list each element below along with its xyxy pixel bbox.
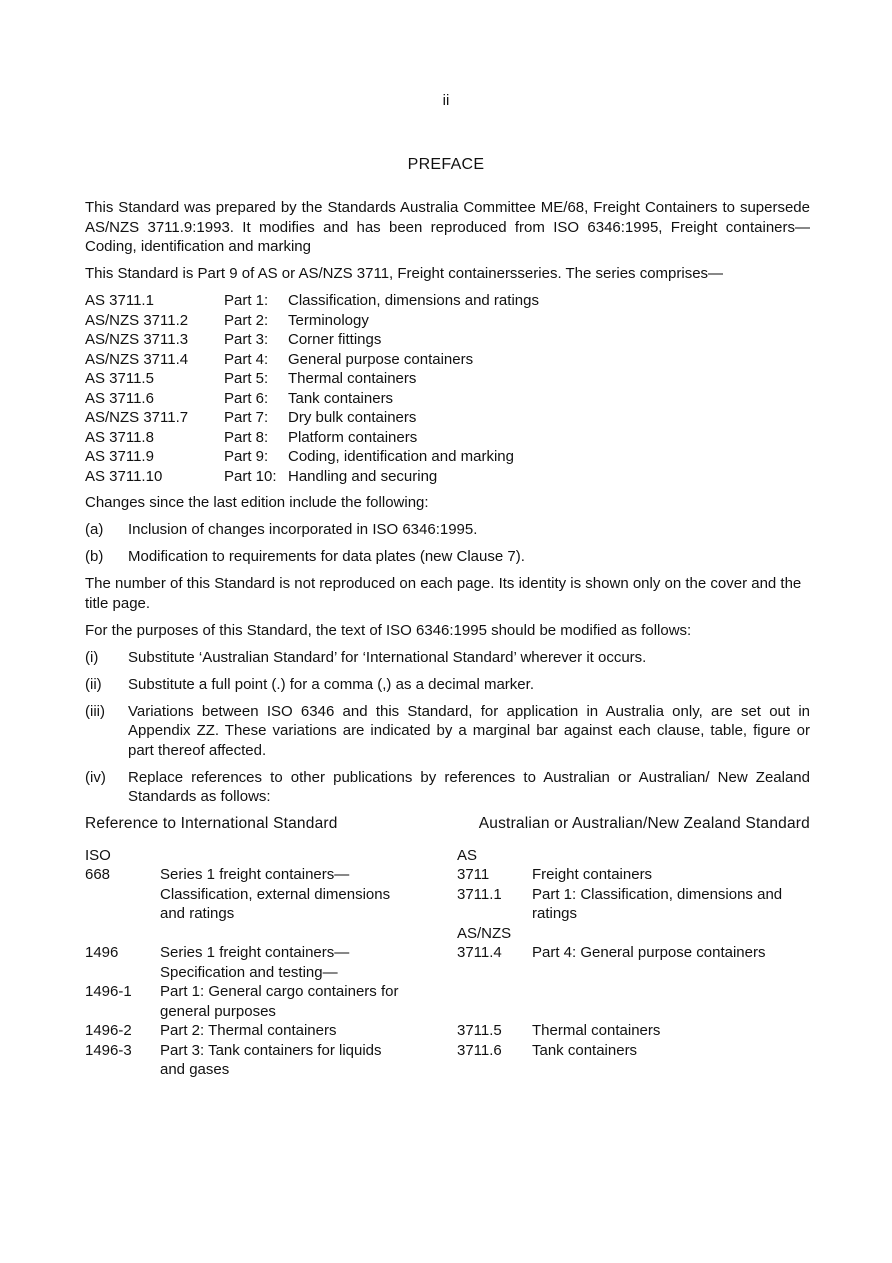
standard-description: Series 1 freight containers—	[160, 866, 350, 883]
reference-left-column	[85, 846, 457, 1080]
list-item	[85, 520, 810, 540]
standard-code	[85, 904, 160, 924]
series-title: Terminology	[288, 311, 369, 329]
standard-description: Specification and testing—	[160, 963, 338, 981]
series-row	[85, 291, 539, 311]
series-intro-paragraph: This Standard is Part 9 of AS or AS/NZS 3711, Freight containersseries. The series comprises—	[85, 265, 724, 282]
table-row	[457, 865, 810, 885]
list-item-label: (ii)	[85, 675, 102, 693]
reference-left-heading: Reference to International Standard	[85, 815, 338, 832]
table-row	[457, 1002, 810, 1022]
table-row	[85, 943, 457, 963]
standard-description: and gases	[160, 1061, 230, 1078]
standard-description: Thermal containers	[532, 1022, 661, 1039]
standard-code: 3711.1	[457, 885, 502, 903]
standard-code: 668	[85, 866, 111, 883]
table-row	[85, 904, 457, 924]
list-item	[85, 675, 810, 695]
series-row	[85, 389, 539, 409]
page-number: ii	[442, 92, 450, 109]
list-item	[85, 648, 810, 668]
series-part: Part 9:	[224, 448, 269, 465]
series-row	[85, 467, 539, 487]
list-item-text: Substitute ‘Australian Standard’ for ‘International Standard’ wherever it occurs.	[128, 648, 647, 666]
series-part: Part 8:	[224, 428, 269, 446]
standard-description: Freight containers	[532, 866, 653, 883]
list-item	[85, 768, 810, 807]
table-row	[457, 1041, 810, 1061]
list-item-label: (iii)	[85, 702, 105, 720]
series-standard: AS 3711.6	[85, 389, 154, 407]
series-title: Thermal containers	[288, 370, 417, 387]
standard-description: Part 1: Classification, dimensions and	[532, 885, 783, 903]
standard-description	[160, 846, 457, 866]
standard-description	[160, 924, 457, 944]
series-standard: AS/NZS 3711.4	[85, 350, 189, 368]
series-part: Part 7:	[224, 409, 269, 426]
table-row	[457, 963, 810, 983]
standard-description: Tank containers	[532, 1041, 638, 1059]
standard-code: AS/NZS	[457, 924, 512, 942]
standard-code	[85, 924, 160, 944]
list-item	[85, 702, 810, 761]
table-row	[457, 846, 810, 866]
series-standard: AS 3711.9	[85, 448, 154, 465]
standard-description	[532, 1060, 810, 1080]
table-row	[457, 1060, 810, 1080]
table-row	[85, 924, 457, 944]
reference-right-heading: Australian or Australian/New Zealand Standard	[478, 815, 810, 832]
series-row	[85, 330, 539, 350]
reference-table	[85, 846, 810, 1080]
series-row	[85, 350, 539, 370]
standard-code	[457, 904, 532, 924]
standard-description: and ratings	[160, 905, 235, 922]
series-standard: AS/NZS 3711.2	[85, 311, 189, 329]
table-row	[85, 846, 457, 866]
series-row	[85, 369, 539, 389]
standard-code: 1496-3	[85, 1041, 132, 1059]
standard-description	[532, 1002, 810, 1022]
table-row	[85, 885, 457, 905]
standard-code: AS	[457, 846, 478, 864]
standard-description: Part 3: Tank containers for liquids	[160, 1041, 382, 1059]
list-item	[85, 547, 810, 567]
series-title: Tank containers	[288, 389, 394, 407]
standard-code: 3711	[457, 866, 490, 883]
standard-description: Part 4: General purpose containers	[532, 944, 766, 961]
list-item-text: Replace references to other publications by references to Australian or Australian/ New Zealand Standards as follows:	[128, 768, 810, 805]
list-item-text: Substitute a full point (.) for a comma (,) as a decimal marker.	[128, 675, 534, 693]
series-standard: AS 3711.10	[85, 467, 163, 485]
list-item-label: (b)	[85, 548, 104, 565]
series-row	[85, 447, 539, 467]
table-row	[457, 924, 810, 944]
standard-description: Part 1: General cargo containers for	[160, 983, 399, 1000]
standard-code	[457, 1060, 532, 1080]
series-row	[85, 311, 539, 331]
series-row	[85, 428, 539, 448]
modifications-intro: For the purposes of this Standard, the text of ISO 6346:1995 should be modified as follows:	[85, 621, 692, 639]
list-item-text: Modification to requirements for data plates (new Clause 7).	[128, 548, 525, 565]
series-part: Part 2:	[224, 311, 269, 329]
series-standard: AS 3711.8	[85, 428, 154, 446]
standard-code: 3711.4	[457, 944, 502, 961]
series-title: Handling and securing	[288, 467, 438, 485]
changes-list	[85, 520, 810, 567]
table-row	[85, 1002, 457, 1022]
standard-code	[85, 1002, 160, 1022]
standard-description	[532, 924, 810, 944]
series-standard: AS 3711.1	[85, 292, 154, 309]
identity-note: The number of this Standard is not reproduced on each page. Its identity is shown only on the cover and the title page.	[85, 575, 802, 612]
standard-description: ratings	[532, 905, 578, 922]
series-title: Dry bulk containers	[288, 409, 417, 426]
table-row	[457, 1021, 810, 1041]
table-row	[457, 904, 810, 924]
list-item-label: (iv)	[85, 768, 106, 786]
preface-body	[85, 198, 810, 1080]
standard-description	[532, 846, 810, 866]
standard-description: Series 1 freight containers—	[160, 944, 350, 961]
modifications-list	[85, 648, 810, 807]
standard-code: 1496-2	[85, 1022, 132, 1039]
table-row	[457, 885, 810, 905]
series-table	[85, 291, 539, 486]
standard-code: 1496	[85, 944, 119, 961]
list-item-label: (i)	[85, 648, 99, 666]
table-row	[457, 982, 810, 1002]
series-title: Corner fittings	[288, 331, 382, 348]
changes-intro: Changes since the last edition include the following:	[85, 494, 429, 511]
table-row	[85, 1041, 457, 1061]
series-title: Platform containers	[288, 428, 418, 446]
standard-description: Part 2: Thermal containers	[160, 1022, 337, 1039]
standard-description: Classification, external dimensions	[160, 885, 391, 903]
table-row	[85, 1060, 457, 1080]
series-standard: AS 3711.5	[85, 370, 154, 387]
intro-paragraph: This Standard was prepared by the Standards Australia Committee ME/68, Freight Containers to supersede AS/NZS 3711.9:1993. It modifies and has been reproduced from ISO 6346:1995, Freight containers—Coding, identification and marking	[85, 199, 810, 255]
page-title: PREFACE	[407, 156, 485, 173]
standard-code	[457, 963, 532, 983]
series-title: General purpose containers	[288, 350, 474, 368]
table-row	[85, 865, 457, 885]
reference-table-header	[85, 814, 810, 834]
series-part: Part 10:	[224, 467, 277, 485]
table-row	[457, 943, 810, 963]
series-part: Part 5:	[224, 370, 269, 387]
series-part: Part 6:	[224, 389, 269, 407]
list-item-label: (a)	[85, 521, 104, 538]
standard-description: general purposes	[160, 1002, 276, 1020]
series-standard: AS/NZS 3711.7	[85, 409, 189, 426]
standard-code	[457, 1002, 532, 1022]
standard-description	[532, 963, 810, 983]
reference-right-column	[457, 846, 810, 1080]
series-title: Coding, identification and marking	[288, 448, 514, 465]
standard-code: ISO	[85, 846, 111, 864]
table-row	[85, 1021, 457, 1041]
table-row	[85, 963, 457, 983]
standard-code: 3711.6	[457, 1041, 502, 1059]
table-row	[85, 982, 457, 1002]
standard-description	[532, 982, 810, 1002]
series-part: Part 3:	[224, 331, 269, 348]
standard-code	[85, 885, 160, 905]
standard-code	[85, 963, 160, 983]
standard-code: 3711.5	[457, 1022, 502, 1039]
series-title: Classification, dimensions and ratings	[288, 292, 539, 309]
series-part: Part 4:	[224, 350, 269, 368]
list-item-text: Variations between ISO 6346 and this Standard, for application in Australia only, are set out in Appendix ZZ. These variations are indicated by a marginal bar against each clause, table, figure or part thereof affected.	[128, 702, 810, 759]
list-item-text: Inclusion of changes incorporated in ISO 6346:1995.	[128, 521, 478, 538]
standard-code	[85, 1060, 160, 1080]
standard-code	[457, 982, 532, 1002]
standard-code: 1496-1	[85, 983, 132, 1000]
series-part: Part 1:	[224, 292, 269, 309]
series-row	[85, 408, 539, 428]
series-standard: AS/NZS 3711.3	[85, 331, 189, 348]
